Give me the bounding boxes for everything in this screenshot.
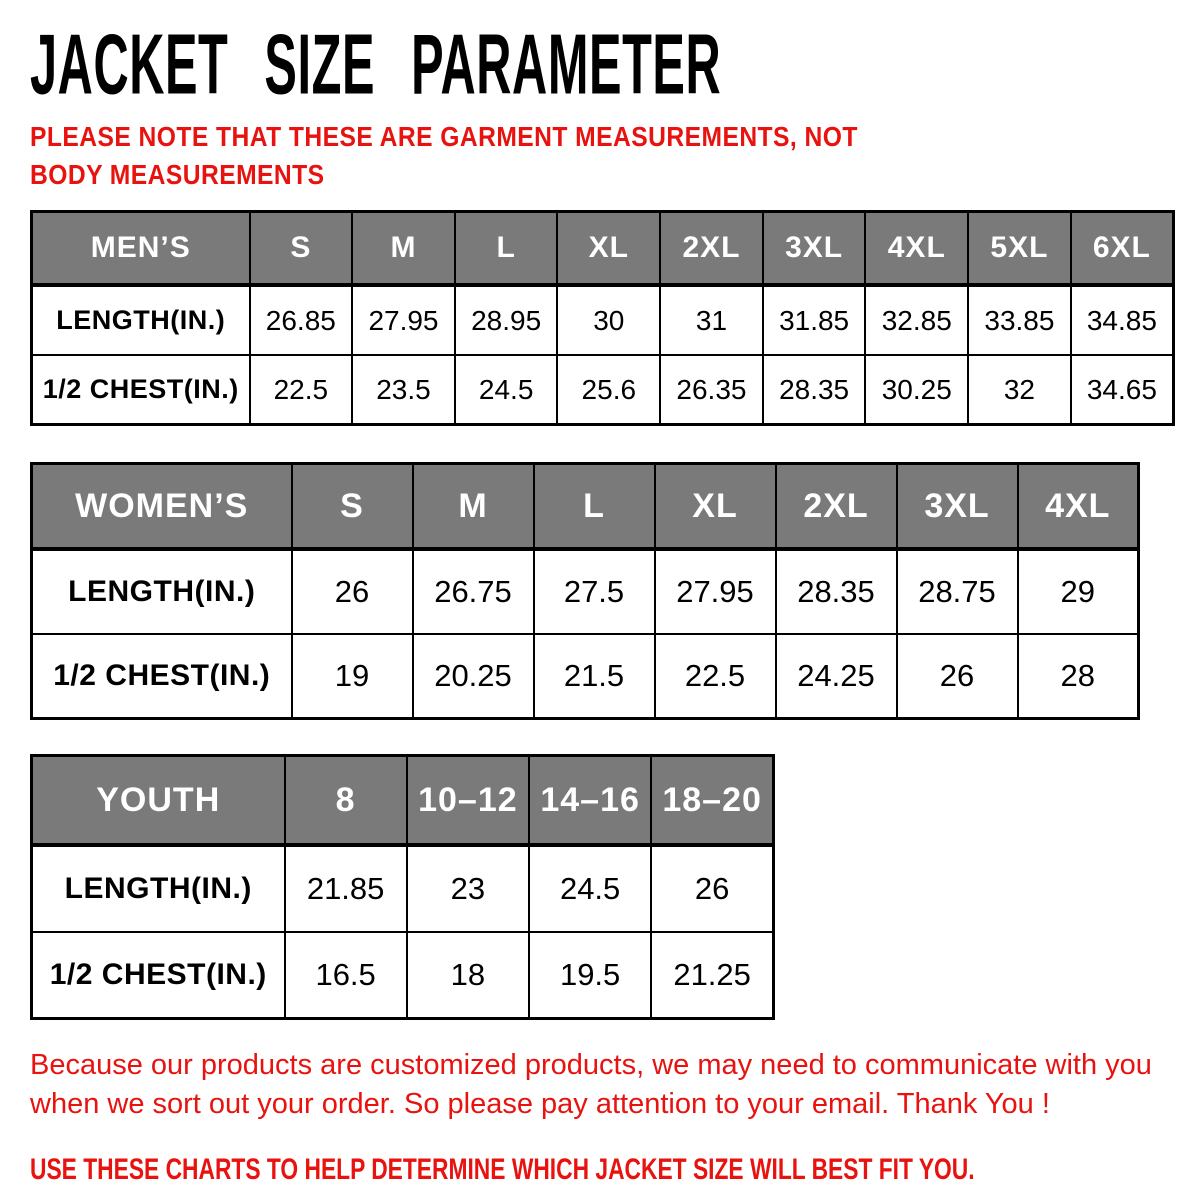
mens-measurement-value-cell: 34.85 [1071,285,1174,355]
mens-size-header-cell: M [352,212,455,286]
mens-measurement-value-cell: 30.25 [865,355,968,425]
youth-size-table [30,754,775,1020]
womens-measurement-value-cell: 28.75 [897,549,1018,634]
mens-measurement-value-cell: 32 [968,355,1071,425]
youth-measurement-value-cell: 16.5 [285,932,407,1019]
customized-products-message: Because our products are customized products, we may need to communicate with you when we sort out your order. So please pay attention to your email. Thank You ! [30,1049,1152,1120]
youth-row-label-cell: 1/2 CHEST(IN.) [32,932,285,1019]
youth-measurement-value-cell: 21.85 [285,845,407,932]
womens-table-header [32,464,1139,550]
womens-size-header-cell: XL [655,464,776,550]
womens-measurement-value-cell: 27.95 [655,549,776,634]
mens-measurement-value-cell: 30 [557,285,660,355]
mens-measurement-value-cell: 23.5 [352,355,455,425]
youth-size-header-cell: 18–20 [651,756,773,846]
youth-row-label-cell: LENGTH(IN.) [32,845,285,932]
womens-measurement-value-cell: 28 [1018,634,1139,719]
youth-header-row [32,756,774,846]
youth-measurement-value-cell: 18 [407,932,529,1019]
womens-size-header-cell: S [292,464,413,550]
womens-size-header-cell: 4XL [1018,464,1139,550]
garment-measurement-note: PLEASE NOTE THAT THESE ARE GARMENT MEASUREMENTS, NOT BODY MEASUREMENTS [30,121,858,190]
womens-measurement-row [32,634,1139,719]
mens-size-header-cell: XL [557,212,660,286]
womens-measurement-row [32,549,1139,634]
mens-row-label-cell: LENGTH(IN.) [32,285,250,355]
youth-category-header-cell: YOUTH [32,756,285,846]
womens-row-label-cell: LENGTH(IN.) [32,549,292,634]
youth-measurement-value-cell: 21.25 [651,932,773,1019]
womens-size-header-cell: L [534,464,655,550]
mens-size-header-cell: 2XL [660,212,763,286]
mens-measurement-value-cell: 31 [660,285,763,355]
mens-category-header-cell: MEN’S [32,212,250,286]
womens-measurement-value-cell: 20.25 [413,634,534,719]
mens-measurement-value-cell: 26.85 [250,285,353,355]
mens-measurement-value-cell: 31.85 [763,285,866,355]
womens-size-header-cell: 3XL [897,464,1018,550]
mens-size-table [30,210,1175,426]
mens-size-header-cell: 5XL [968,212,1071,286]
mens-size-header-cell: 6XL [1071,212,1174,286]
youth-measurement-value-cell: 23 [407,845,529,932]
mens-measurement-value-cell: 24.5 [455,355,558,425]
youth-size-header-cell: 10–12 [407,756,529,846]
youth-table-body [32,845,774,1019]
mens-measurement-value-cell: 28.95 [455,285,558,355]
womens-size-header-cell: M [413,464,534,550]
mens-measurement-value-cell: 32.85 [865,285,968,355]
youth-measurement-value-cell: 24.5 [529,845,651,932]
youth-table-header [32,756,774,846]
youth-size-header-cell: 14–16 [529,756,651,846]
mens-measurement-value-cell: 25.6 [557,355,660,425]
womens-measurement-value-cell: 27.5 [534,549,655,634]
womens-row-label-cell: 1/2 CHEST(IN.) [32,634,292,719]
page-title [30,16,1200,112]
womens-size-table [30,462,1140,720]
mens-measurement-value-cell: 34.65 [1071,355,1174,425]
page-title-text: JACKET SIZE PARAMETER [30,16,722,112]
youth-measurement-value-cell: 26 [651,845,773,932]
womens-measurement-value-cell: 24.25 [776,634,897,719]
mens-measurement-row [32,285,1174,355]
mens-table-body [32,285,1174,425]
mens-measurement-value-cell: 33.85 [968,285,1071,355]
mens-header-row [32,212,1174,286]
womens-table-body [32,549,1139,719]
mens-size-header-cell: S [250,212,353,286]
womens-measurement-value-cell: 26 [292,549,413,634]
womens-measurement-value-cell: 19 [292,634,413,719]
mens-measurement-row [32,355,1174,425]
womens-category-header-cell: WOMEN’S [32,464,292,550]
mens-table-header [32,212,1174,286]
mens-measurement-value-cell: 26.35 [660,355,763,425]
womens-measurement-value-cell: 26.75 [413,549,534,634]
youth-measurement-row [32,932,774,1019]
womens-measurement-value-cell: 28.35 [776,549,897,634]
use-charts-tip: USE THESE CHARTS TO HELP DETERMINE WHICH JACKET SIZE WILL BEST FIT YOU. [30,1153,975,1186]
mens-measurement-value-cell: 27.95 [352,285,455,355]
womens-measurement-value-cell: 26 [897,634,1018,719]
womens-measurement-value-cell: 29 [1018,549,1139,634]
mens-measurement-value-cell: 28.35 [763,355,866,425]
youth-measurement-value-cell: 19.5 [529,932,651,1019]
mens-size-header-cell: 4XL [865,212,968,286]
mens-size-header-cell: 3XL [763,212,866,286]
womens-measurement-value-cell: 22.5 [655,634,776,719]
youth-size-header-cell: 8 [285,756,407,846]
womens-size-header-cell: 2XL [776,464,897,550]
mens-row-label-cell: 1/2 CHEST(IN.) [32,355,250,425]
mens-size-header-cell: L [455,212,558,286]
youth-measurement-row [32,845,774,932]
womens-measurement-value-cell: 21.5 [534,634,655,719]
mens-measurement-value-cell: 22.5 [250,355,353,425]
womens-header-row [32,464,1139,550]
